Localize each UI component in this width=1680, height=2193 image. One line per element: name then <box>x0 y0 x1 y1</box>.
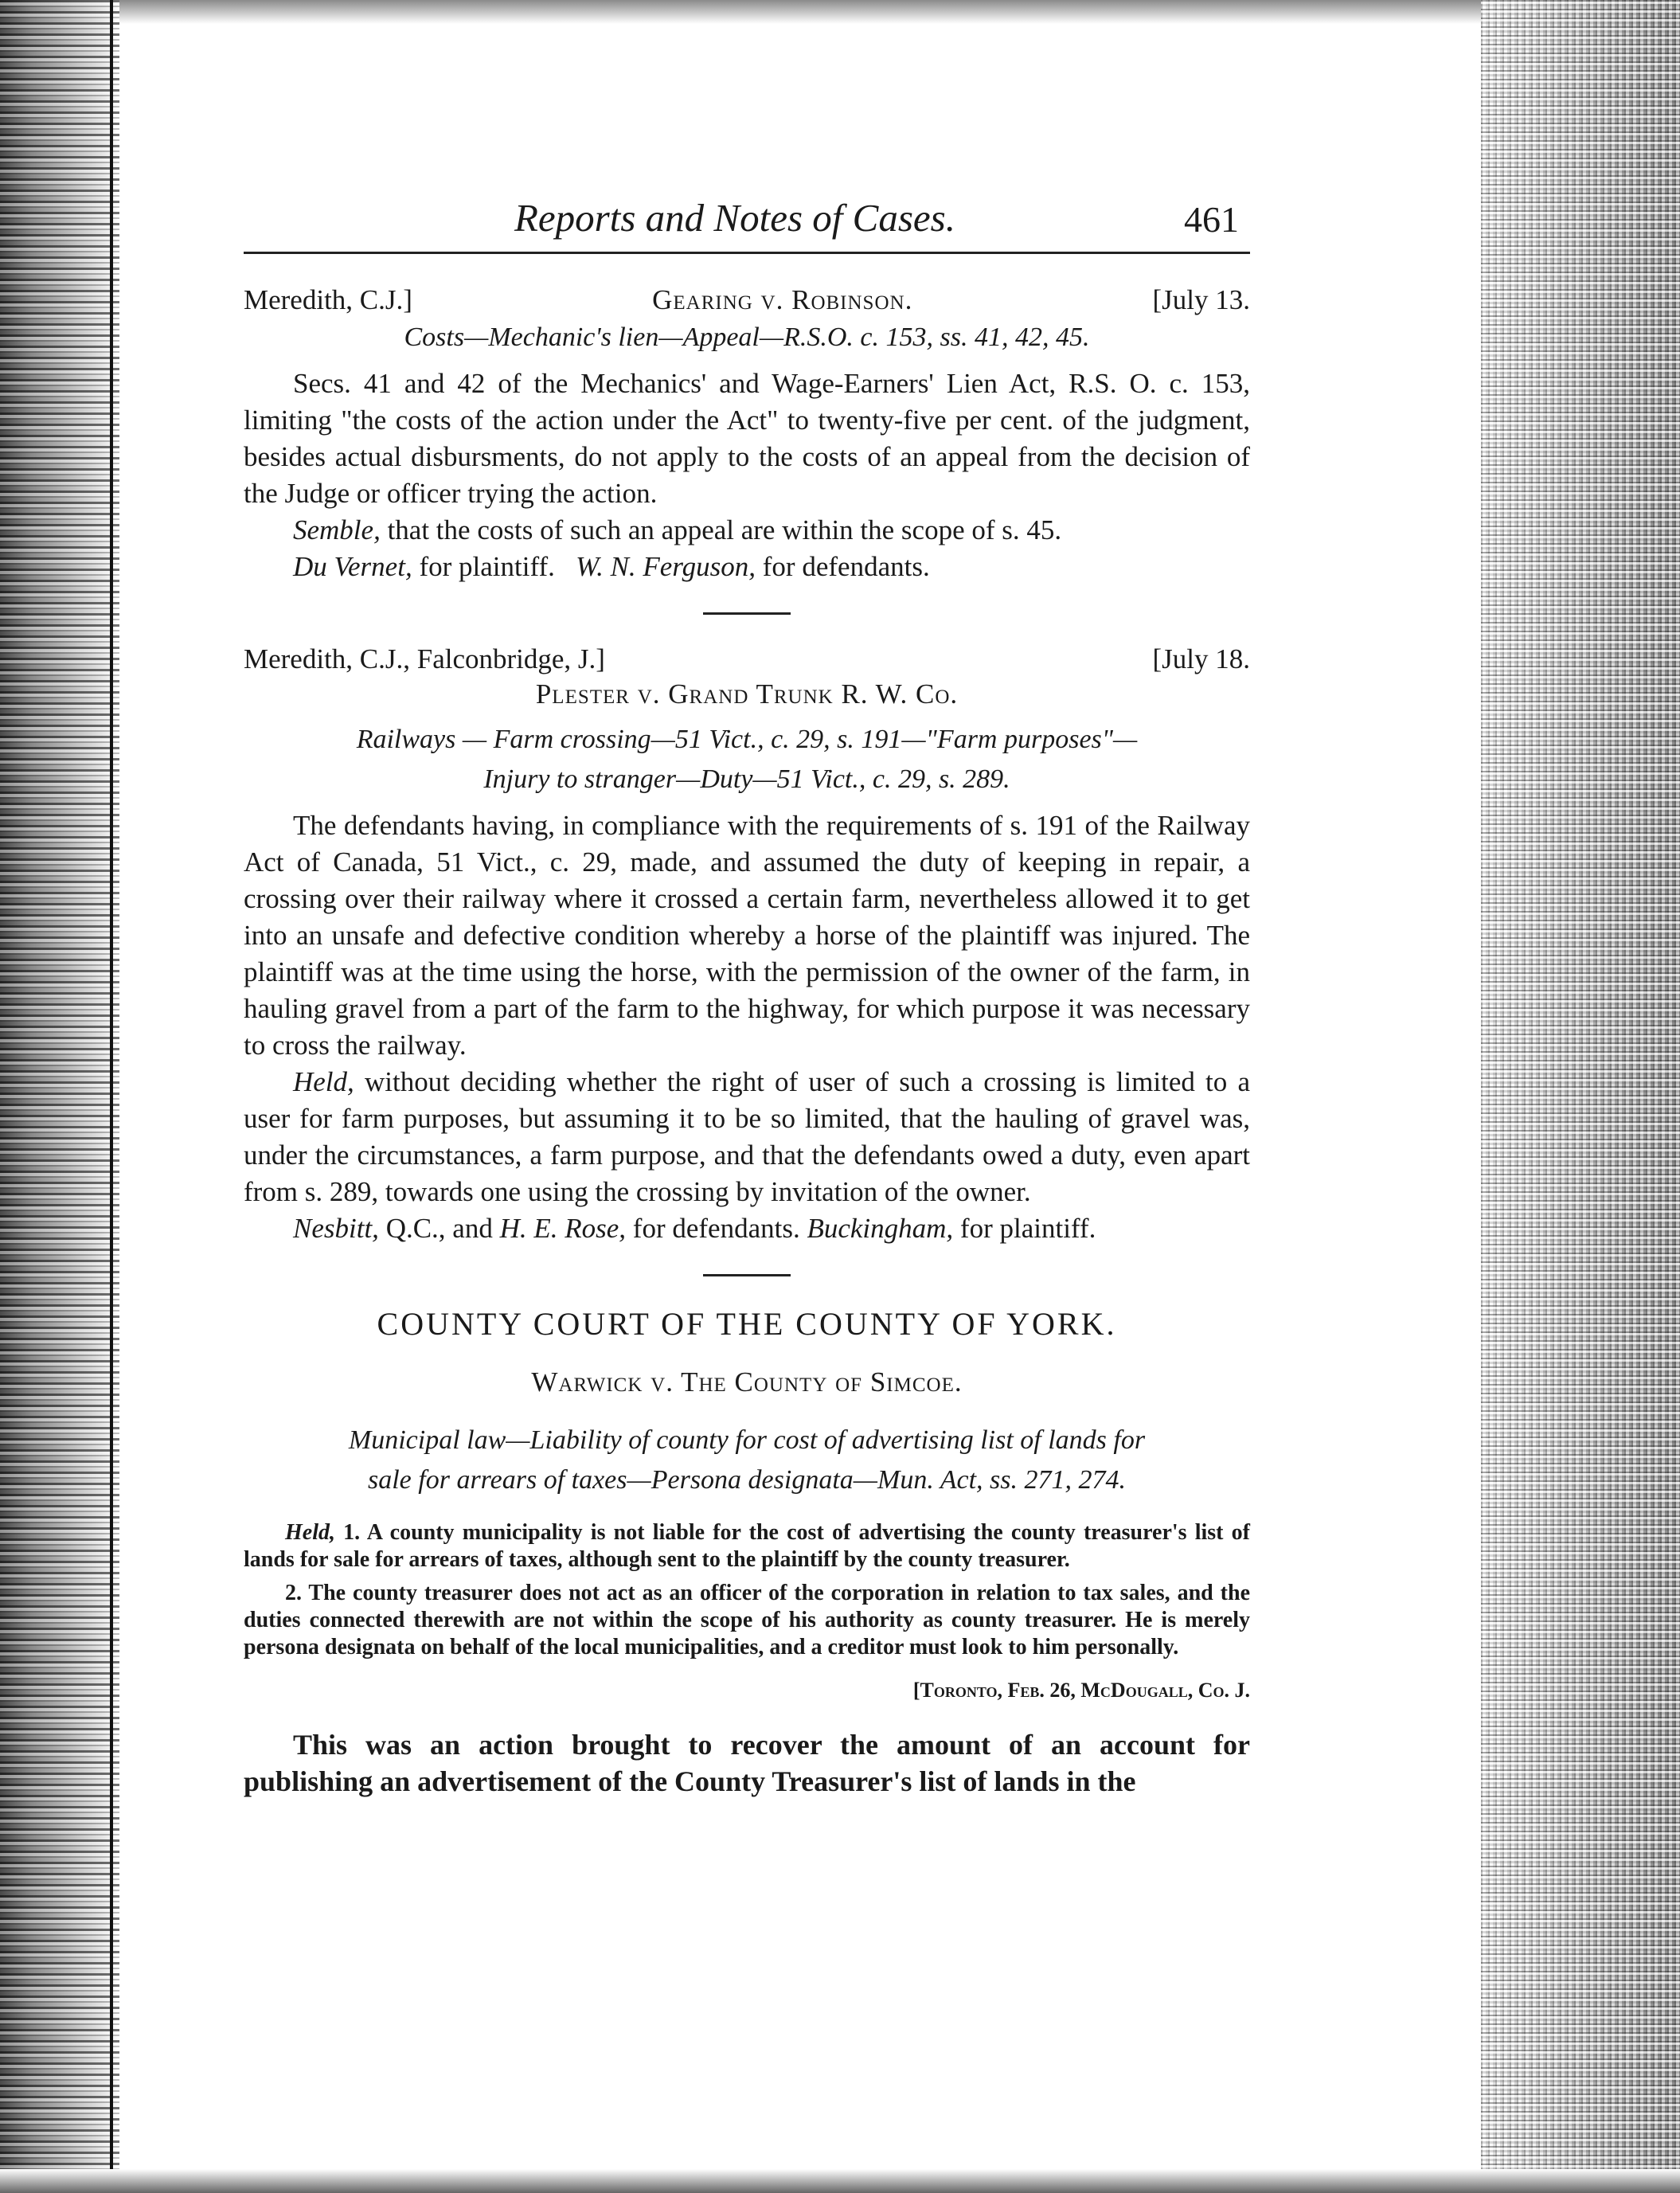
scan-top-edge <box>0 0 1680 24</box>
case2-title: Plester v. Grand Trunk R. W. Co. <box>535 678 959 710</box>
page-number: 461 <box>1184 199 1239 240</box>
case2-date: [July 18. <box>1152 643 1250 674</box>
case1-counsel <box>244 549 1250 585</box>
case1-judge: Meredith, C.J.] <box>244 284 412 315</box>
case1-title: Gearing v. Robinson. <box>652 284 913 315</box>
case2-paragraph: The defendants having, in compliance with the requirements of s. 191 of the Railway Act of Canada, 51 Vict., c. 29, made, and assumed the duty of keeping in repair, a crossing over their railway where it crossed a certain farm, nevertheless allowed it to get into an unsafe and defective condition whereby a horse of the plaintiff was injured. The plaintiff was at the time using the horse, with the permission of the owner of the farm, in hauling gravel from a part of the farm to the highway, for which purpose it was necessary to cross the railway. <box>244 810 1250 1061</box>
case2-counsel <box>244 1210 1250 1247</box>
running-head-title: Reports and Notes of Cases. <box>514 196 955 240</box>
counsel-defendant-text: for defendants. <box>756 551 930 582</box>
scan-binding-line <box>110 0 113 2193</box>
case3-dateline: [Toronto, Feb. 26, McDougall, Co. J. <box>912 1679 1250 1702</box>
held-word: Held, <box>293 1066 354 1097</box>
scan-right-edge <box>1481 0 1680 2193</box>
held1-word: Held, <box>285 1520 335 1545</box>
scan-left-edge <box>0 0 119 2193</box>
case2-heading <box>244 643 1250 675</box>
case1-semble <box>244 512 1250 549</box>
case2-catchline-2: Injury to stranger—Duty—51 Vict., c. 29, s. 289. <box>483 764 1010 794</box>
counsel-defendant-name: W. N. Ferguson, <box>576 551 756 582</box>
case3-title: Warwick v. The County of Simcoe. <box>531 1366 963 1398</box>
case2-catchline-1: Railways — Farm crossing—51 Vict., c. 29, s. 191—"Farm purposes"— <box>356 725 1138 754</box>
semble-text: that the costs of such an appeal are within the scope of s. 45. <box>380 514 1062 545</box>
case3-catchline-1: Municipal law—Liability of county for cost of advertising list of lands for <box>348 1425 1146 1455</box>
held1-text: 1. A county municipality is not liable for the cost of advertising the county treasurer's list of lands for sale for arrears of taxes, although sent to the plaintiff by the county treasurer. <box>244 1520 1250 1572</box>
case2-held <box>244 1064 1250 1210</box>
case1-catchline: Costs—Mechanic's lien—Appeal—R.S.O. c. 153, ss. 41, 42, 45. <box>404 322 1090 352</box>
page-content <box>244 185 1250 1800</box>
counsel-nesbitt: Nesbitt, <box>293 1213 379 1244</box>
case3-opening: This was an action brought to recover the amount of an account for publishing an advertisement of the County Treasurer's list of lands in the <box>244 1729 1250 1797</box>
case3-held-2: 2. The county treasurer does not act as an officer of the corporation in relation to tax sales, and the duties connected therewith are not within the scope of his authority as county treasurer. He is merely persona designata on behalf of the local municipalities, and a creditor must look to him personally. <box>244 1581 1250 1659</box>
held-text: without deciding whether the right of user of such a crossing is limited to a user for farm purposes, but assuming it to be so limited, that the hauling of gravel was, under the circumstances, a farm purpose, and that the defendants owed a duty, even apart from s. 289, towards one using the crossing by invitation of the owner. <box>244 1066 1250 1207</box>
section-divider-2 <box>703 1274 791 1276</box>
semble-word: Semble, <box>293 514 381 545</box>
counsel-plaintiff-text: for plaintiff. <box>412 551 555 582</box>
counsel-for-defendants: for defendants. <box>626 1213 807 1244</box>
running-head <box>244 185 1250 240</box>
case3-catchline-2: sale for arrears of taxes—Persona designata—Mun. Act, ss. 271, 274. <box>368 1465 1126 1495</box>
court-heading: COUNTY COURT OF THE COUNTY OF YORK. <box>377 1306 1117 1342</box>
section-divider <box>703 612 791 615</box>
case1-date: [July 13. <box>1152 284 1250 315</box>
header-rule <box>244 252 1250 254</box>
case3-held-1 <box>244 1519 1250 1573</box>
counsel-buckingham: Buckingham, <box>807 1213 954 1244</box>
case1-heading <box>244 284 1250 316</box>
case2-judge: Meredith, C.J., Falconbridge, J.] <box>244 643 605 674</box>
counsel-rose: H. E. Rose, <box>499 1213 627 1244</box>
scan-bottom-edge <box>0 2169 1680 2193</box>
counsel-for-plaintiff: for plaintiff. <box>953 1213 1096 1244</box>
counsel-qc: Q.C., and <box>378 1213 500 1244</box>
case1-paragraph: Secs. 41 and 42 of the Mechanics' and Wage-Earners' Lien Act, R.S. O. c. 153, limiting "the costs of the action under the Act" to twenty-five per cent. of the judgment, besides actual disbursments, do not apply to the costs of an appeal from the decision of the Judge or officer trying the action. <box>244 368 1250 509</box>
counsel-plaintiff-name: Du Vernet, <box>293 551 412 582</box>
